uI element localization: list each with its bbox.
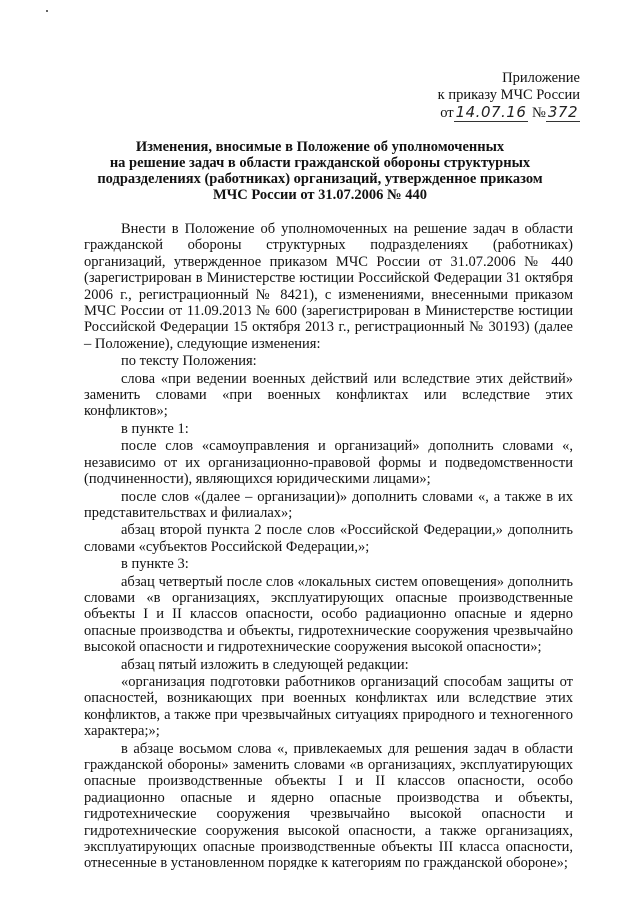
appendix-order-ref: к приказу МЧС России [437, 87, 580, 103]
handwritten-number: 372 [547, 103, 578, 121]
paragraph-point-3-fourth: абзац четвертый после слов «локальных систем оповещения» дополнить словами «в организациях, эксплуатирующих опасные производственные объекты I и II классов опасности, особо радиационно опасные и ядерно опасные производства и объекты, гидротехнические сооружения чрезвычайно высокой опасности и гидротехнические сооружения высокой опасности»; [84, 573, 573, 656]
from-label: от [440, 105, 454, 121]
paragraph-point-1-b: после слов «(далее – организации)» дополнить словами «, а также в их представительствах и филиалах»; [84, 488, 573, 521]
paragraph-point-1-a: после слов «самоуправления и организаций» дополнить словами «, независимо от их организационно-правовой формы и подведомственности (подчиненности), являющихся юридическими лицами»; [84, 438, 573, 488]
scan-speck [46, 10, 48, 12]
paragraph-point-1: в пункте 1: [121, 420, 189, 437]
paragraph-words-replace: слова «при ведении военных действий или вследствие этих действий» заменить словами «при военных конфликтах или вследствие этих конфликтов»; [84, 370, 573, 420]
handwritten-date: 14.07.16 [455, 103, 527, 121]
paragraph-new-wording: «организация подготовки работников организаций способам защиты от опасностей, возникающих при военных конфликтах или вследствие этих конфликтов, а также при чрезвычайных ситуациях природного и техногенного характера;»; [84, 673, 573, 740]
appendix-header [438, 70, 580, 122]
paragraph-point-3: в пункте 3: [121, 556, 189, 573]
appendix-label: Приложение [502, 70, 580, 86]
number-label: № [532, 105, 546, 121]
paragraph-point-2: абзац второй пункта 2 после слов «Российской Федерации,» дополнить словами «субъектов Российской Федерации,»; [84, 522, 573, 555]
title-line-1: Изменения, вносимые в Положение об уполномоченных [135, 139, 505, 155]
paragraph-point-3-fifth: абзац пятый изложить в следующей редакции: [121, 656, 409, 673]
document-body [84, 221, 573, 873]
appendix-date-number [438, 104, 580, 122]
title-line-3: подразделениях (работниках) организаций, утвержденное приказом [97, 171, 543, 187]
title-line-4: МЧС России от 31.07.2006 № 440 [212, 187, 427, 203]
paragraph-point-3-eighth: в абзаце восьмом слова «, привлекаемых для решения задач в области гражданской обороны» заменить словами «в организациях, эксплуатирующих опасные производственные объекты I и II классов опасности, особо радиационно опасные и ядерно опасные производства и объекты, гидротехнические сооружения чрезвычайно высокой опасности и гидротехнические сооружения высокой опасности, а также организациях, эксплуатирующих опасные производственные объекты III класса опасности, отнесенные в установленном порядке к категориям по гражданской обороне»; [84, 740, 573, 872]
document-title [70, 139, 570, 203]
paragraph-throughout: по тексту Положения: [121, 353, 257, 370]
title-line-2: на решение задач в области гражданской обороны структурных [109, 155, 531, 171]
paragraph-intro: Внести в Положение об уполномоченных на решение задач в области гражданской обороны структурных подразделениях (работниках) организаций, утвержденное приказом МЧС России от 31.07.2006 № 440 (зарегистрирован в Министерстве юстиции Российской Федерации 31 октября 2006 г., регистрационный № 8421), с изменениями, внесенными приказом МЧС России от 11.09.2013 № 600 (зарегистрирован в Министерстве юстиции Российской Федерации 15 октября 2013 г., регистрационный № 30193) (далее – Положение), следующие изменения: [84, 221, 573, 352]
